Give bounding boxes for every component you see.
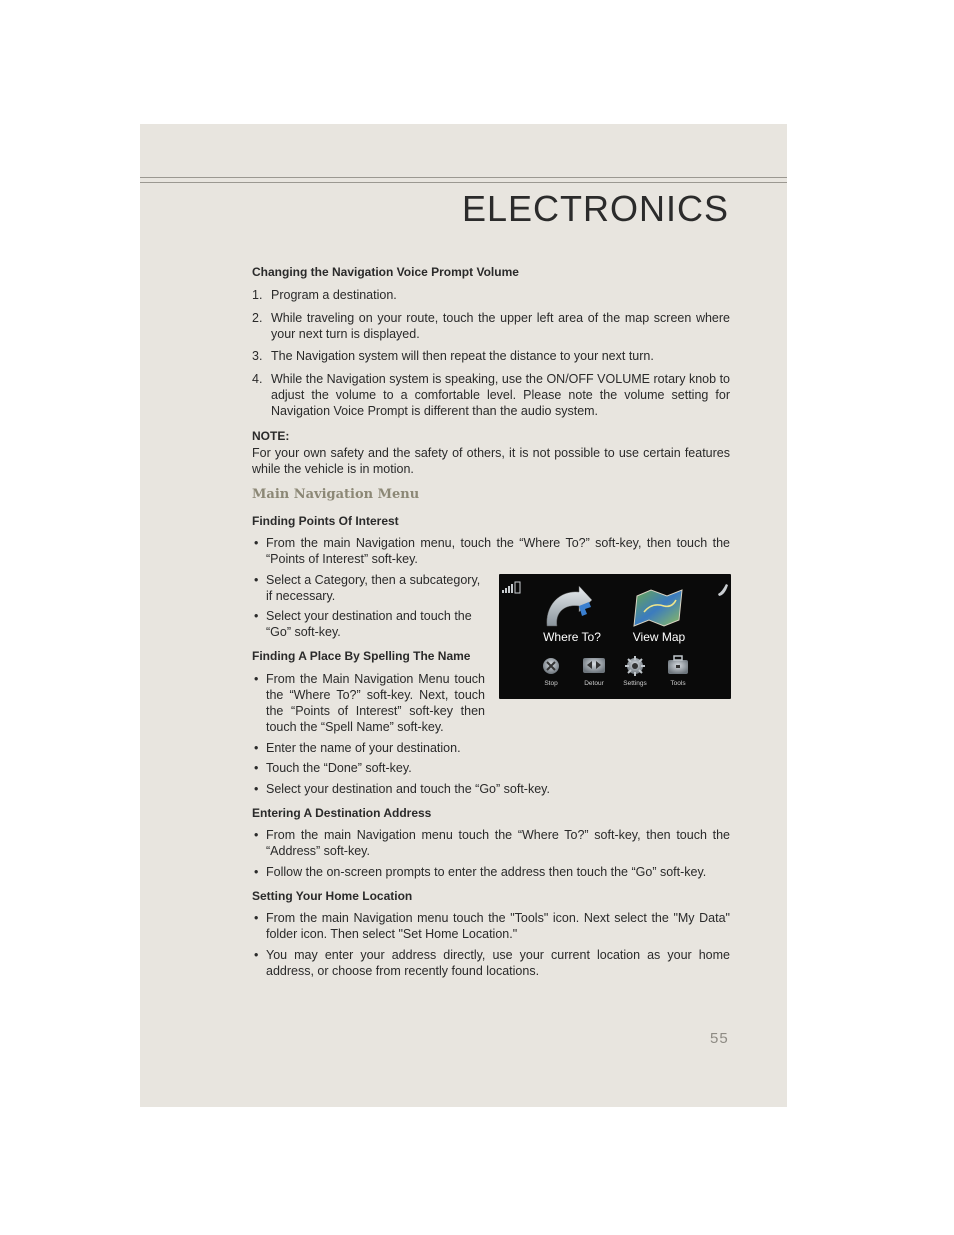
list-item — [252, 535, 730, 567]
step-number: 3. — [252, 349, 263, 363]
list-item — [252, 671, 485, 735]
list-item — [252, 910, 730, 942]
list-item — [252, 287, 730, 303]
stop-icon — [543, 658, 559, 674]
bullet-text: Follow the on-screen prompts to enter the address then touch the “Go” soft-key. — [266, 865, 707, 879]
list-item — [252, 608, 486, 640]
where-to-arrow-icon — [547, 586, 592, 626]
step-number: 1. — [252, 288, 263, 302]
bullet: • — [254, 536, 259, 550]
spell-name-heading: Finding A Place By Spelling The Name — [252, 649, 471, 663]
destination-address-heading: Entering A Destination Address — [252, 806, 432, 820]
bullet: • — [254, 865, 259, 879]
list-item — [252, 947, 730, 979]
settings-gear-icon — [625, 656, 645, 676]
page-number: 55 — [710, 1030, 729, 1047]
step-number: 4. — [252, 372, 263, 386]
settings-label: Settings — [623, 680, 647, 687]
points-of-interest-heading: Finding Points Of Interest — [252, 514, 399, 528]
home-location-list — [252, 910, 730, 979]
bullet: • — [254, 828, 259, 842]
tools-icon — [668, 656, 688, 674]
home-location-heading: Setting Your Home Location — [252, 889, 413, 903]
bullet: • — [254, 911, 259, 925]
list-item — [252, 310, 730, 342]
view-map-label: View Map — [632, 630, 686, 644]
step-number: 2. — [252, 311, 263, 325]
voice-prompt-steps — [252, 287, 730, 419]
detour-label: Detour — [584, 680, 604, 687]
bullet-text: You may enter your address directly, use your current location as your home address, or choose from recently found locations. — [266, 948, 730, 978]
bullet: • — [254, 948, 259, 962]
list-item — [252, 740, 730, 756]
list-item — [252, 827, 730, 859]
note-text: For your own safety and the safety of others, it is not possible to use certain features while the vehicle is in motion. — [252, 446, 730, 476]
stop-label: Stop — [544, 680, 558, 687]
voice-prompt-heading: Changing the Navigation Voice Prompt Volume — [252, 265, 519, 279]
header-rule-bottom — [140, 182, 787, 183]
list-item — [252, 371, 730, 419]
view-map-icon — [634, 590, 682, 626]
navigation-screen-image — [499, 574, 731, 699]
bullet-text: From the main Navigation menu touch the "Tools" icon. Next select the "My Data" folder icon. Then select "Set Home Location." — [266, 911, 730, 941]
header-rule-top — [140, 177, 787, 178]
main-navigation-menu-heading: Main Navigation Menu — [252, 487, 420, 502]
page-title: ELECTRONICS — [461, 188, 729, 229]
destination-address-list — [252, 827, 730, 880]
manual-page — [140, 124, 787, 1107]
signal-strength-icon — [502, 582, 520, 593]
bullet-text: Select your destination and touch the “Go” soft-key. — [266, 782, 550, 796]
bullet: • — [254, 609, 259, 623]
list-item — [252, 864, 730, 880]
bullet: • — [254, 782, 259, 796]
bullet: • — [254, 672, 259, 686]
tools-label: Tools — [670, 680, 686, 687]
bullet-text: Touch the “Done” soft-key. — [266, 761, 412, 775]
bullet-text: Enter the name of your destination. — [266, 741, 461, 755]
detour-icon — [583, 658, 605, 673]
bullet: • — [254, 573, 259, 587]
note-label: NOTE: — [252, 429, 290, 443]
bullet-text: Select your destination and touch the “Go” soft-key. — [266, 609, 472, 639]
list-item — [252, 348, 730, 364]
bullet-text: From the Main Navigation Menu touch the “Where To?” soft-key. Next, touch the “Points of Interest” soft-key then touch the “Spell Name” soft-key. — [266, 672, 485, 734]
bullet-text: From the main Navigation menu, touch the “Where To?” soft-key, then touch the “Points of Interest” soft-key. — [266, 536, 730, 566]
step-text: While the Navigation system is speaking, use the ON/OFF VOLUME rotary knob to adjust the volume to a comfortable level. Please note the volume setting for Navigation Voice Prompt is different than the audio system. — [271, 372, 730, 418]
step-text: Program a destination. — [271, 288, 397, 302]
bullet-text: From the main Navigation menu touch the “Where To?” soft-key, then touch the “Address” soft-key. — [266, 828, 730, 858]
phone-icon — [718, 584, 728, 596]
list-item — [252, 572, 486, 604]
bullet: • — [254, 761, 259, 775]
bullet-text: Select a Category, then a subcategory, if necessary. — [266, 573, 481, 603]
list-item — [252, 760, 730, 776]
navigation-screen-graphic — [499, 574, 731, 699]
list-item — [252, 781, 730, 797]
where-to-label: Where To? — [543, 630, 601, 644]
bullet: • — [254, 741, 259, 755]
step-text: While traveling on your route, touch the upper left area of the map screen where your next turn is displayed. — [271, 311, 730, 341]
step-text: The Navigation system will then repeat the distance to your next turn. — [271, 349, 654, 363]
